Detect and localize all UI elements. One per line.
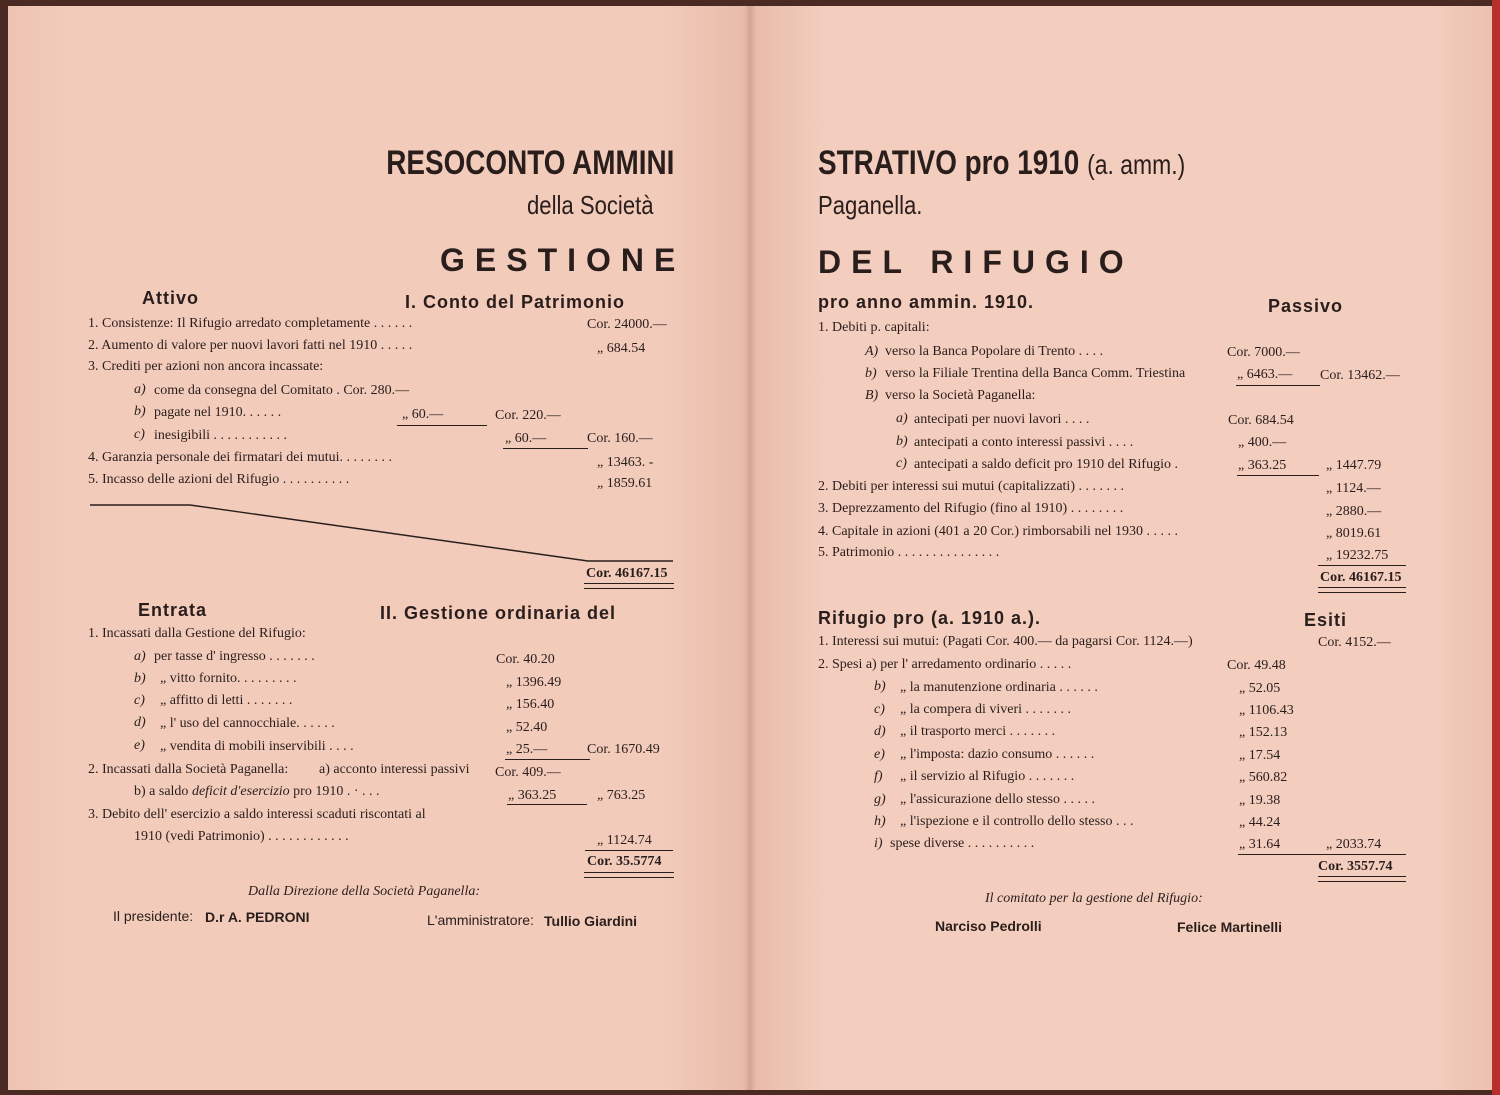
- attivo-line-5: 5. Incasso delle azioni del Rifugio . . . . . . . . . .: [88, 472, 350, 487]
- comitato-label: Il comitato per la gestione del Rifugio:: [985, 891, 1203, 906]
- entrata-a-amt: Cor. 40.20: [496, 652, 555, 667]
- right-subtitle: Paganella.: [818, 190, 923, 220]
- amministratore-label: L'amministratore:: [427, 912, 534, 928]
- esiti-g-amt: „ 19.38: [1239, 793, 1281, 808]
- esiti-g-label: g): [874, 792, 886, 807]
- passivo-Ba-amt: Cor. 684.54: [1228, 413, 1294, 428]
- left-title: RESOCONTO AMMINI: [385, 144, 674, 182]
- passivo-Bb-label: b): [896, 434, 908, 449]
- rule: [1236, 385, 1320, 386]
- direzione-label: Dalla Direzione della Società Paganella:: [248, 884, 480, 899]
- passivo-A-label: A): [865, 344, 879, 359]
- esiti-f-label: f): [874, 769, 883, 784]
- right-title: STRATIVO pro 1910 (a. amm.): [818, 144, 1186, 182]
- esiti-h-label: h): [874, 814, 886, 829]
- passivo-A: verso la Banca Popolare di Trento . . . .: [885, 344, 1104, 359]
- rule: [1237, 475, 1319, 476]
- section1-heading: I. Conto del Patrimonio: [405, 292, 625, 312]
- double-rule: [584, 872, 674, 878]
- entrata-2a: a) acconto interessi passivi: [319, 762, 470, 777]
- passivo-B-label: B): [865, 388, 879, 403]
- crediti-b-sub: Cor. 220.—: [495, 408, 561, 423]
- entrata-b: „ vitto fornito. . . . . . . . .: [160, 671, 297, 686]
- presidente-name: D.r A. PEDRONI: [205, 909, 310, 925]
- attivo-amount-5: „ 1859.61: [597, 476, 653, 491]
- section2-heading: II. Gestione ordinaria del: [380, 603, 617, 623]
- esiti-f-amt: „ 560.82: [1239, 770, 1288, 785]
- attivo-line-3: 3. Crediti per azioni non ancora incassate:: [88, 359, 324, 374]
- book-edge: [1492, 0, 1500, 1095]
- entrata-heading: Entrata: [138, 600, 208, 620]
- rifugio-heading: DEL RIFUGIO: [818, 244, 1134, 280]
- entrata-c: „ affitto di letti . . . . . . .: [160, 693, 293, 708]
- passivo-2-amt: „ 1124.—: [1326, 481, 1381, 496]
- entrata-2b-amt: „ 363.25: [508, 788, 557, 803]
- esiti-1-amt: Cor. 4152.—: [1318, 635, 1391, 650]
- entrata-e-label: e): [134, 738, 145, 753]
- entrata-line-1: 1. Incassati dalla Gestione del Rifugio:: [88, 626, 306, 641]
- attivo-heading: Attivo: [142, 288, 199, 308]
- rule: [507, 804, 587, 805]
- entrata-c-label: c): [134, 693, 145, 708]
- passivo-Bc-label: c): [896, 456, 907, 471]
- esiti-i-label: i): [874, 836, 883, 851]
- attivo-line-1: 1. Consistenze: Il Rifugio arredato completamente . . . . . .: [88, 316, 413, 331]
- passivo-line-4: 4. Capitale in azioni (401 a 20 Cor.) rimborsabili nel 1930 . . . . .: [818, 524, 1179, 539]
- entrata-b-label: b): [134, 671, 146, 686]
- rule: [505, 759, 590, 760]
- attivo-line-4: 4. Garanzia personale dei firmatari dei mutui. . . . . . . .: [88, 450, 393, 465]
- crediti-c: inesigibili . . . . . . . . . . .: [154, 428, 287, 443]
- esiti-d-amt: „ 152.13: [1239, 725, 1288, 740]
- crediti-b-label: b): [134, 404, 146, 419]
- balance-line: [0, 0, 750, 600]
- entrata-e: „ vendita di mobili inservibili . . . .: [160, 739, 354, 754]
- entrata-c-amt: „ 156.40: [506, 697, 555, 712]
- passivo-4-amt: „ 8019.61: [1326, 526, 1382, 541]
- signature-pedrolli: Narciso Pedrolli: [935, 918, 1042, 934]
- entrata-a: per tasse d' ingresso . . . . . . .: [154, 649, 315, 664]
- passivo-A-amt: Cor. 7000.—: [1227, 345, 1300, 360]
- pro-anno-heading: pro anno ammin. 1910.: [818, 292, 1035, 312]
- esiti-h: „ l'ispezione e il controllo dello stesso . . .: [900, 814, 1134, 829]
- entrata-2b-total: „ 763.25: [597, 788, 646, 803]
- double-rule: [584, 583, 674, 589]
- signature-martinelli: Felice Martinelli: [1177, 919, 1283, 935]
- attivo-total: Cor. 46167.15: [586, 566, 668, 581]
- rule: [585, 850, 673, 851]
- rule: [1318, 565, 1406, 566]
- esiti-c-label: c): [874, 702, 885, 717]
- crediti-b: pagate nel 1910. . . . . .: [154, 405, 282, 420]
- esiti-line-1: 1. Interessi sui mutui: (Pagati Cor. 400.— da pagarsi Cor. 1124.—): [818, 634, 1193, 649]
- passivo-Ba: antecipati per nuovi lavori . . . .: [914, 412, 1090, 427]
- esiti-g: „ l'assicurazione dello stesso . . . . .: [900, 792, 1095, 807]
- crediti-a: come da consegna del Comitato . Cor. 280.—: [154, 383, 410, 398]
- attivo-line-2: 2. Aumento di valore per nuovi lavori fatti nel 1910 . . . . .: [88, 338, 413, 353]
- passivo-b: verso la Filiale Trentina della Banca Comm. Triestina: [885, 366, 1186, 381]
- esiti-e: „ l'imposta: dazio consumo . . . . . .: [900, 747, 1095, 762]
- esiti-d: „ il trasporto merci . . . . . . .: [900, 724, 1056, 739]
- passivo-b-total: Cor. 13462.—: [1320, 368, 1400, 383]
- passivo-Bc-amt: „ 363.25: [1238, 458, 1287, 473]
- attivo-amount-4: „ 13463. -: [597, 455, 654, 470]
- esiti-i-total: „ 2033.74: [1326, 837, 1382, 852]
- esiti-e-label: e): [874, 747, 885, 762]
- entrata-d-amt: „ 52.40: [506, 720, 548, 735]
- esiti-c: „ la compera di viveri . . . . . . .: [900, 702, 1072, 717]
- passivo-Bc: antecipati a saldo deficit pro 1910 del Rifugio .: [914, 457, 1178, 472]
- entrata-e-total: Cor. 1670.49: [587, 742, 660, 757]
- entrata-line-3b: 1910 (vedi Patrimonio) . . . . . . . . . . . .: [134, 829, 349, 844]
- esiti-total: Cor. 3557.74: [1318, 859, 1393, 874]
- passivo-Bb-amt: „ 400.—: [1238, 435, 1287, 450]
- passivo-total: Cor. 46167.15: [1320, 570, 1402, 585]
- esiti-i: spese diverse . . . . . . . . . .: [890, 836, 1035, 851]
- esiti-f: „ il servizio al Rifugio . . . . . . .: [900, 769, 1075, 784]
- esiti-e-amt: „ 17.54: [1239, 748, 1281, 763]
- passivo-B: verso la Società Paganella:: [885, 388, 1036, 403]
- passivo-line-2: 2. Debiti per interessi sui mutui (capitalizzati) . . . . . . .: [818, 479, 1124, 494]
- esiti-c-amt: „ 1106.43: [1239, 703, 1294, 718]
- esiti-line-2: 2. Spesi a) per l' arredamento ordinario . . . . .: [818, 657, 1072, 672]
- esiti-b: „ la manutenzione ordinaria . . . . . .: [900, 680, 1098, 695]
- passivo-b-amt: „ 6463.—: [1237, 367, 1293, 382]
- esiti-2-amt: Cor. 49.48: [1227, 658, 1286, 673]
- passivo-Bb: antecipati a conto interessi passivi . . . .: [914, 435, 1134, 450]
- esiti-h-amt: „ 44.24: [1239, 815, 1281, 830]
- entrata-2a-amt: Cor. 409.—: [495, 765, 561, 780]
- passivo-line-1: 1. Debiti p. capitali:: [818, 320, 930, 335]
- double-rule: [1318, 876, 1406, 882]
- entrata-b-amt: „ 1396.49: [506, 675, 562, 690]
- passivo-line-5: 5. Patrimonio . . . . . . . . . . . . . . .: [818, 545, 1000, 560]
- esiti-d-label: d): [874, 724, 886, 739]
- crediti-c-total: Cor. 160.—: [587, 431, 653, 446]
- entrata-d-label: d): [134, 715, 146, 730]
- entrata-line-2: 2. Incassati dalla Società Paganella:: [88, 762, 289, 777]
- attivo-amount-1: Cor. 24000.—: [587, 317, 667, 332]
- left-subtitle: della Società: [527, 190, 654, 220]
- entrata-a-label: a): [134, 649, 146, 664]
- esiti-b-label: b): [874, 679, 886, 694]
- passivo-3-amt: „ 2880.—: [1326, 504, 1382, 519]
- amministratore-name: Tullio Giardini: [544, 913, 638, 929]
- entrata-e-amt: „ 25.—: [506, 742, 548, 757]
- crediti-a-label: a): [134, 382, 146, 397]
- esiti-heading: Esiti: [1304, 610, 1348, 630]
- passivo-5-amt: „ 19232.75: [1326, 548, 1389, 563]
- rifugio-pro-heading: Rifugio pro (a. 1910 a.).: [818, 608, 1042, 628]
- esiti-b-amt: „ 52.05: [1239, 681, 1281, 696]
- entrata-total: Cor. 35.5774: [587, 854, 662, 869]
- passivo-Bc-total: „ 1447.79: [1326, 458, 1382, 473]
- double-rule: [1318, 587, 1406, 593]
- passivo-b-label: b): [865, 366, 877, 381]
- crediti-b-amt: „ 60.—: [402, 407, 444, 422]
- entrata-2b: b) a saldo deficit d'esercizio pro 1910 . · . . .: [134, 784, 380, 799]
- gestione-heading: GESTIONE: [440, 242, 686, 278]
- entrata-line-3a: 3. Debito dell' esercizio a saldo interessi scaduti riscontati al: [88, 807, 426, 822]
- crediti-c-label: c): [134, 427, 145, 442]
- passivo-heading: Passivo: [1268, 296, 1344, 316]
- passivo-line-3: 3. Deprezzamento del Rifugio (fino al 1910) . . . . . . . .: [818, 501, 1124, 516]
- crediti-c-amt: „ 60.—: [505, 431, 547, 446]
- esiti-i-amt: „ 31.64: [1239, 837, 1281, 852]
- passivo-Ba-label: a): [896, 411, 908, 426]
- entrata-3-amt: „ 1124.74: [597, 833, 652, 848]
- entrata-d: „ l' uso del cannocchiale. . . . . .: [160, 716, 335, 731]
- presidente-label: Il presidente:: [113, 908, 194, 924]
- rule: [1238, 854, 1406, 855]
- attivo-amount-2: „ 684.54: [597, 341, 646, 356]
